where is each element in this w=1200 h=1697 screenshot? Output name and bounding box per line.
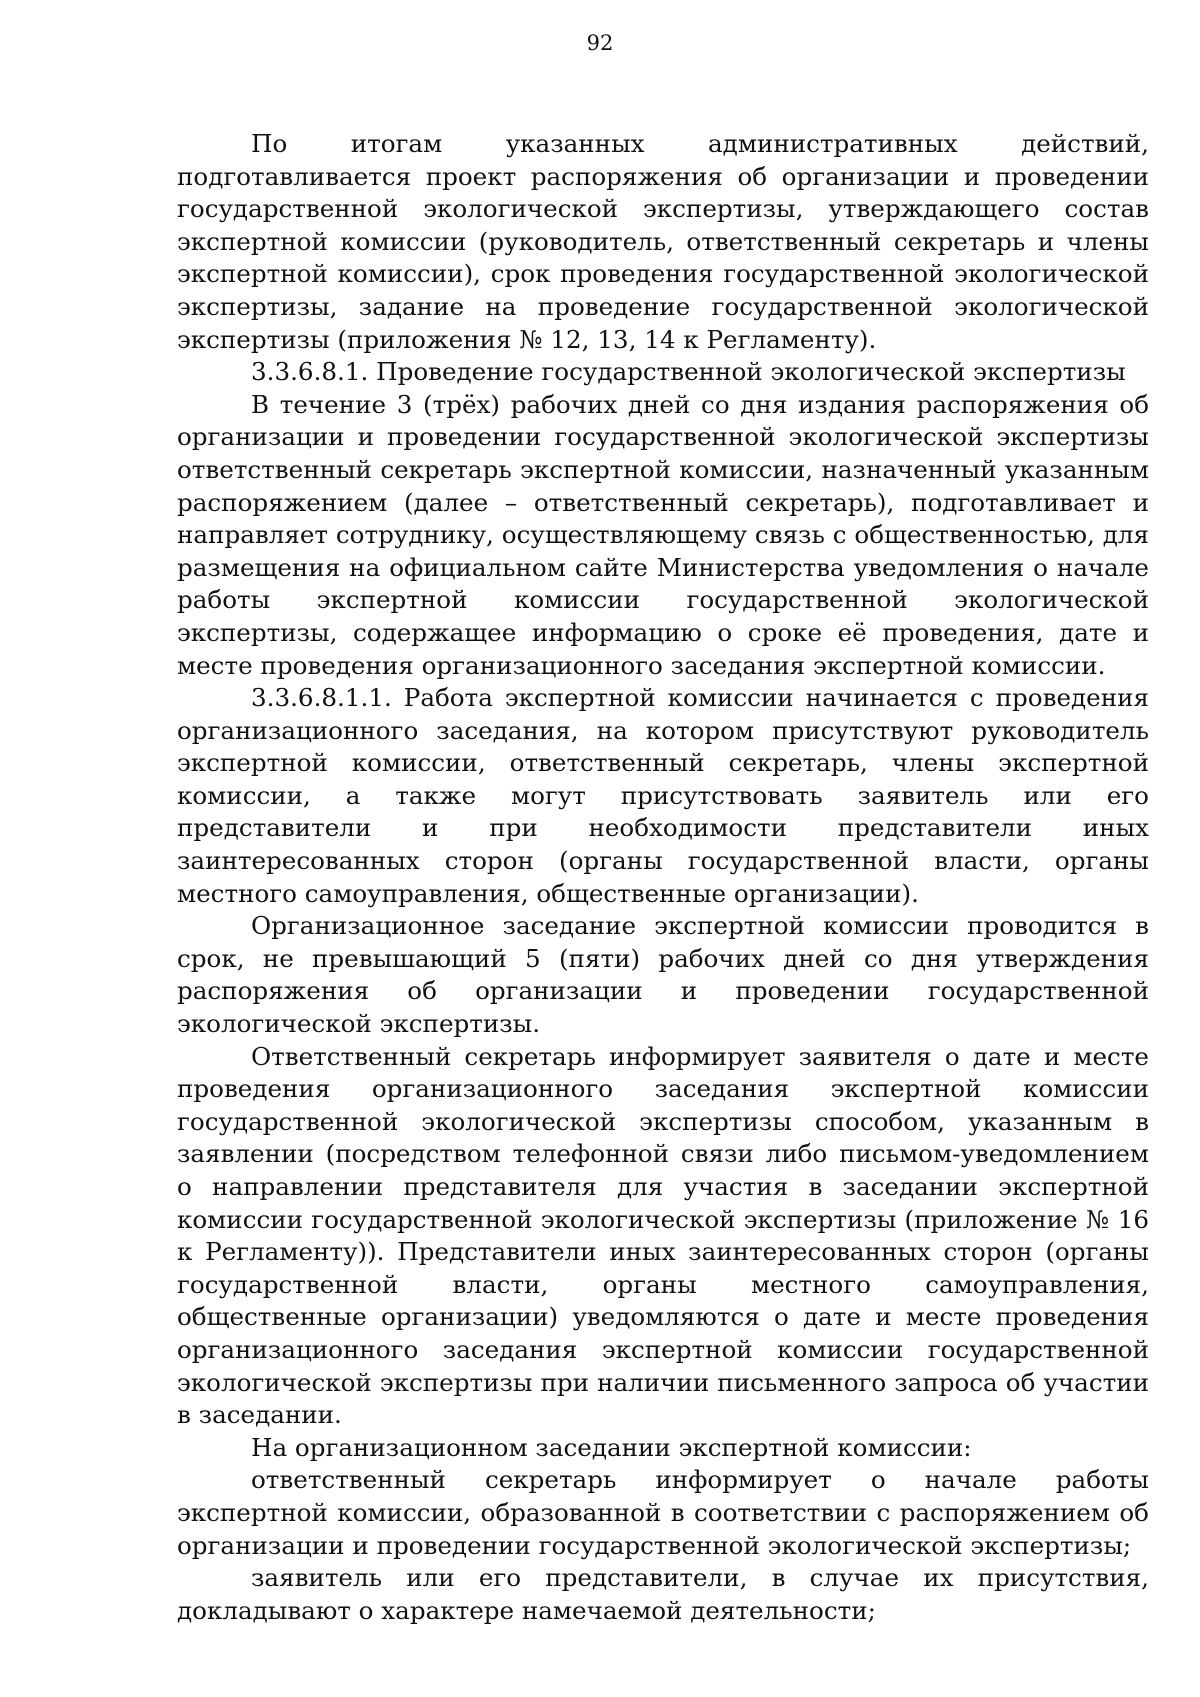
list-item-secretary-informs-start: ответственный секретарь информирует о начале работы экспертной комиссии, образованной в соответствии с распоряжением об организации и проведении государственной экологической экспертизы; [177, 1465, 1149, 1560]
paragraph-results-draft-order: По итогам указанных административных действий, подготавливается проект распоряжения об организации и проведении государственной экологической экспертизы, утверждающего состав экспертной комиссии (руководитель, ответственный секретарь и члены экспертной комиссии), срок проведения государственной экологической экспертизы, задание на проведение государственной экологической экспертизы (приложения № 12, 13, 14 к Регламенту). [177, 129, 1149, 354]
paragraph-3-3-6-8-1-1-organizational-meeting: 3.3.6.8.1.1. Работа экспертной комиссии начинается с проведения организационного заседания, на котором присутствуют руководитель экспертной комиссии, ответственный секретарь, члены экспертной комиссии, а также могут присутствовать заявитель или его представители и при необходимости представители иных заинтересованных сторон (органы государственной власти, органы местного самоуправления, общественные организации). [177, 683, 1149, 908]
document-body [177, 128, 1149, 1627]
section-heading-3-3-6-8-1: 3.3.6.8.1. Проведение государственной экологической экспертизы [251, 357, 1126, 387]
paragraph-meeting-deadline: Организационное заседание экспертной комиссии проводится в срок, не превышающий 5 (пяти) рабочих дней со дня утверждения распоряжения об организации и проведении государственной экологической экспертизы. [177, 911, 1149, 1039]
paragraph-secretary-informs-applicant: Ответственный секретарь информирует заявителя о дате и месте проведения организационного заседания экспертной комиссии государственной экологической экспертизы способом, указанным в заявлении (посредством телефонной связи либо письмом-уведомлением о направлении представителя для участия в заседании экспертной комиссии государственной экологической экспертизы (приложение № 16 к Регламенту)). Представители иных заинтересованных сторон (органы государственной власти, органы местного самоуправления, общественные организации) уведомляются о дате и месте проведения организационного заседания экспертной комиссии государственной экологической экспертизы при наличии письменного запроса об участии в заседании. [177, 1041, 1149, 1430]
list-item-applicant-reports: заявитель или его представители, в случае их присутствия, докладывают о характере намечаемой деятельности; [177, 1563, 1149, 1625]
paragraph-meeting-agenda-intro: На организационном заседании экспертной комиссии: [251, 1432, 972, 1462]
page-number: 92 [586, 31, 614, 55]
paragraph-notification-publication: В течение 3 (трёх) рабочих дней со дня издания распоряжения об организации и проведении государственной экологической экспертизы ответственный секретарь экспертной комиссии, назначенный указанным распоряжением (далее – ответственный секретарь), подготавливает и направляет сотруднику, осуществляющему связь с общественностью, для размещения на официальном сайте Министерства уведомления о начале работы экспертной комиссии государственной экологической экспертизы, содержащее информацию о сроке её проведения, дате и месте проведения организационного заседания экспертной комиссии. [177, 389, 1149, 680]
